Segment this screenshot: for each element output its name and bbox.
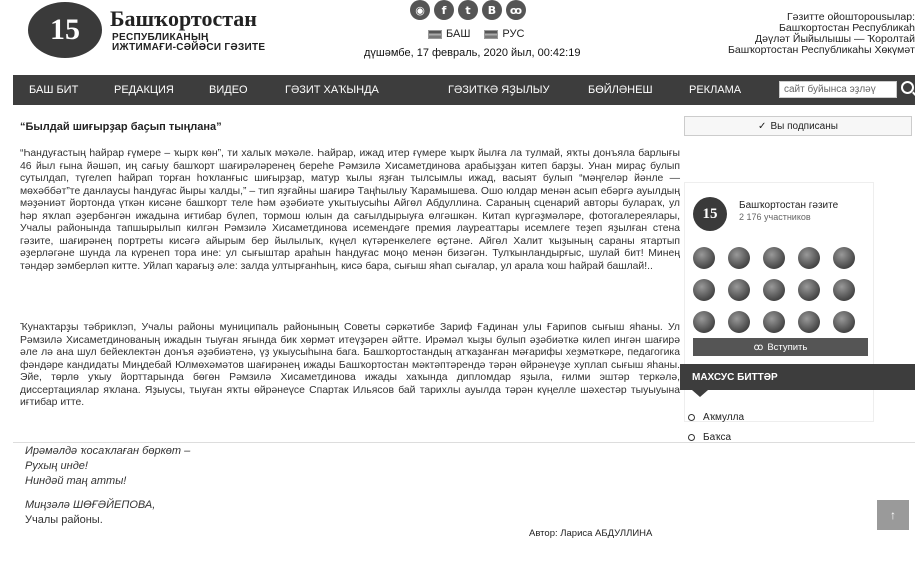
subscribed-button[interactable] <box>684 116 912 136</box>
odnoklassniki-icon: ꝏ <box>753 341 764 353</box>
founders-line: Гәзитте ойошторousылар: <box>787 12 915 23</box>
member-avatar[interactable] <box>833 279 855 301</box>
member-avatar[interactable] <box>693 247 715 269</box>
search-input[interactable]: сайт буйынса эҙләү <box>779 81 897 98</box>
member-avatar[interactable] <box>798 311 820 333</box>
site-logo[interactable] <box>28 2 298 64</box>
special-pages-heading: МАХСУС БИТТӘР <box>680 364 915 390</box>
member-avatars <box>693 247 868 333</box>
check-icon: ✓ <box>758 120 767 132</box>
signature-place: Учалы районы. <box>25 514 103 526</box>
member-avatar[interactable] <box>763 279 785 301</box>
member-avatar[interactable] <box>728 311 750 333</box>
lang-bash[interactable] <box>428 28 470 40</box>
signature-name: Миңзәлә ШӨҒӘЙЕПОВА, <box>25 499 156 511</box>
founders-line: Дәүләт Йыйылышы — Ҡоролтай <box>755 33 915 45</box>
member-avatar[interactable] <box>833 311 855 333</box>
tag-link[interactable] <box>688 432 731 443</box>
poem-line: Рухың инде! <box>25 460 88 472</box>
site-subtitle-line1: РЕСПУБЛИКАНЫҢ <box>112 32 209 43</box>
article-title: “Былдай шиғырҙар баҫып тыңлана” <box>20 121 222 133</box>
poem-line: Ирәмәлдә ҡосаҡлаған бөркөт – <box>25 445 191 457</box>
site-title: Башҡортостан <box>110 6 257 31</box>
bullet-icon <box>688 434 695 441</box>
member-avatar[interactable] <box>728 279 750 301</box>
member-avatar[interactable] <box>728 247 750 269</box>
article <box>17 108 682 443</box>
member-avatar[interactable] <box>693 311 715 333</box>
founders-block <box>715 12 915 56</box>
lang-rus[interactable] <box>484 28 524 40</box>
nav-item-contacts[interactable]: БӨЙЛӘНЕШ <box>588 84 653 96</box>
nav-item-subscription[interactable]: ГӘЗИТКӘ ЯҘЫЛЫУ <box>448 84 550 96</box>
nav-item-advertising[interactable]: РЕКЛАМА <box>689 84 742 96</box>
member-avatar[interactable] <box>833 247 855 269</box>
article-author: Автор: Лариса АБДУЛЛИНА <box>529 528 653 539</box>
member-avatar[interactable] <box>693 279 715 301</box>
join-label: Вступить <box>767 341 808 353</box>
language-switcher <box>428 28 524 40</box>
divider <box>13 442 915 443</box>
article-paragraph: “Һандуғастың һайрар ғүмере – ҡырҡ көн”, ти халыҡ мәҡәле. Һайрар, ижад итер ғүмере ҡырҡ йылға ла тулмай, яҡты донъяла барлығы 46 йыл ғына йәшәп, иң сағыу башҡорт шағирәләренең береһе Рәмзилә Хисаметдинова арабыҙҙан китеп барҙы. Унан мираҫ булып сутылдап, түгелеп һайрап торған һоҡланғыс шиғырҙар, матур ҡылы яҙған тылсымлы ижад, васыят булып “мәңгеләр йәнле — мөхәббәт”те данлаусы һандуғас йыры ҡалды,” – тип яҙғайны шағирә Таңһылыу Ҡарамышева. Ошо юлдар менән асып ебәргә ауылдың мәҙәниәт йортонда үткән кисәне башҡорт теле һәм әҙәбиәте уҡытыусыһы Айгөл Абдуллина. Сараның сценарий авторы булараҡ, ул һәр яҡлап әҙербәнгән ижадына иғтибар бүлеп, тормош юлын да сағылдырыуға өлгәшкән. Китап күргәҙмәләре, фотогалереялары, Учалы районында тапшырылып килгән Рәмзилә Хисаметдинова исемендәге премия лауреаттары исемлеге теҙеп яҙылған стена гәзите, шағирәнең портреты кисәгә айырым бер йылылыҡ, күңел күтәренкелеге өҫтәне. Айгөл Халит ҡыҙының сараны ятартып әҙерләгәне шунда ла күренеп тора ине: ул сығыштар араһын һандуғас моңо менән бизәгән. Тулҡынландырғыс, шулай бит! Минең тәндәр зәмберләп китте. Уйлап ҡарағыҙ әле: залда ултырғанһың, кисә бара, сығыш яһап сығалар, ул арала ҡош һайрай башлай!.. <box>20 148 680 272</box>
lang-rus-label: РУС <box>502 28 525 40</box>
member-avatar[interactable] <box>763 311 785 333</box>
tag-label: Баҡса <box>703 432 732 443</box>
nav-item-about[interactable]: ГӘЗИТ ХАҠЫНДА <box>285 84 379 96</box>
twitter-icon[interactable]: t <box>458 0 478 20</box>
member-avatar[interactable] <box>763 247 785 269</box>
logo-badge-icon: 15 <box>28 2 102 58</box>
join-button[interactable] <box>693 338 868 356</box>
social-links <box>410 0 526 20</box>
scroll-to-top-button[interactable]: ↑ <box>877 500 909 530</box>
rss-icon[interactable]: ◉ <box>410 0 430 20</box>
search-icon[interactable] <box>901 81 914 94</box>
article-paragraph: Ҡунаҡтарҙы тәбриклэп, Учалы районы муниципаль районының Советы сәркәтибе Зариф Ғадинан улы Ғарипов сығыш яһаны. Ул Рәмзилә Хисаметдинованың ижадын тыуған яғында бик хөрмәт итеүҙәрен әйтте. Ирәмәл ҡыҙы булып әҙәбиәткә килеп ингән шағирә әле лә ана шул бейеклектән донъя әҙәбиәтенә, үҙ укыусыһына бага. Башҡортостандың атҡаҙанған мәғарифы хеҙмәткәре, педагогика фәндәре кандидаты Миңдебай Юлмөхәмәтов шағирәнең ижады Башҡортостан мәктәптәрендә тәрән өйрәнеүҙе хуплап сығыш яһаны. Эйе, төрлө уҡыу йорттарында бөгөн Рәмзилә Хисаметдинова ижады хаҡында дипломдар яҙыла, ғилми эштәр теркәлә, диссертациялар яҡлана. Яҙыусы, тыуған яҡты өйрәнеүсе Спартак Ильясов бай тарихлы ауылда тәрән күңелле шәхестәр тыуыуына иғтибар итте. <box>20 322 680 408</box>
odnoklassniki-icon[interactable]: ꝏ <box>506 0 526 20</box>
site-subtitle-line2: ИЖТИМАҒИ-СӘЙӘСИ ГӘЗИТЕ <box>112 42 266 53</box>
signature <box>25 498 155 528</box>
nav-item-home[interactable]: БАШ БИТ <box>29 84 79 96</box>
subscribed-label: Вы подписаны <box>770 120 838 132</box>
flag-icon <box>484 30 498 39</box>
flag-icon <box>428 30 442 39</box>
group-member-count: 2 176 участников <box>739 212 811 222</box>
member-avatar[interactable] <box>798 247 820 269</box>
founders-line: Башҡортостан Республикаһы Хөкүмәт <box>728 44 915 56</box>
sidebar <box>684 112 912 442</box>
current-date: дүшәмбе, 17 февраль, 2020 йыл, 00:42:19 <box>364 47 581 59</box>
group-name[interactable]: Башҡортостан гәзите <box>739 200 839 211</box>
member-avatar[interactable] <box>798 279 820 301</box>
nav-item-video[interactable]: ВИДЕО <box>209 84 248 96</box>
tag-label: Аҡмулла <box>703 412 745 423</box>
nav-item-editorial[interactable]: РЕДАКЦИЯ <box>114 84 174 96</box>
facebook-icon[interactable]: f <box>434 0 454 20</box>
lang-bash-label: БАШ <box>446 28 471 40</box>
group-logo-icon[interactable]: 15 <box>693 197 727 231</box>
poem-line: Ниндәй таң атты! <box>25 475 127 487</box>
founders-line: Башҡортостан Республикаһ <box>779 22 915 34</box>
vkontakte-icon[interactable]: B <box>482 0 502 20</box>
poem <box>25 444 190 489</box>
bullet-icon <box>688 414 695 421</box>
tag-link[interactable] <box>688 412 744 423</box>
main-nav <box>13 75 915 105</box>
